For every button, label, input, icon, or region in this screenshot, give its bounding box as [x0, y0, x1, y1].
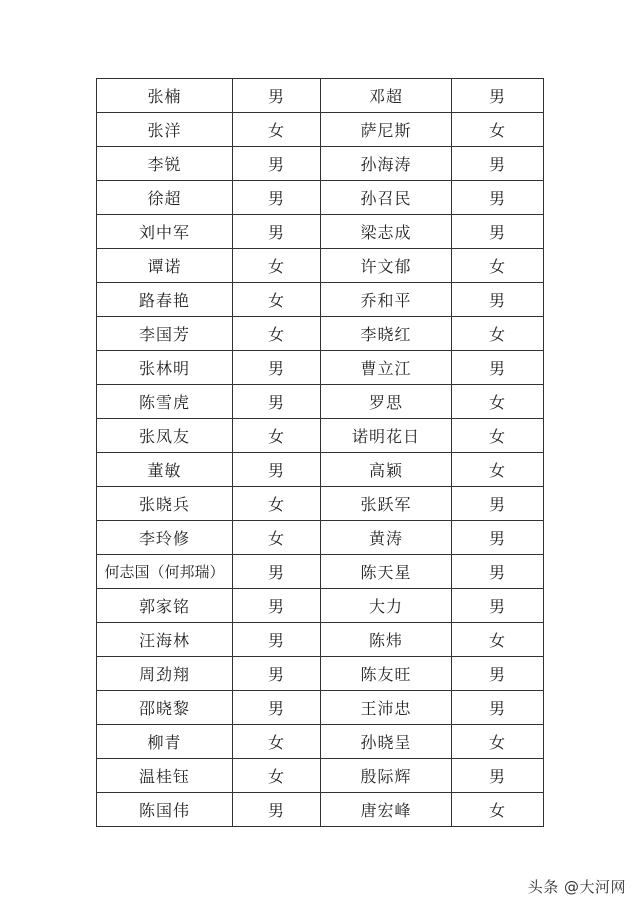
roster-table-body — [97, 79, 544, 827]
name-cell: 高颖 — [321, 453, 452, 487]
gender-cell: 男 — [452, 147, 544, 181]
gender-cell: 男 — [452, 555, 544, 589]
table-row — [97, 249, 544, 283]
gender-cell: 男 — [233, 351, 321, 385]
table-row — [97, 113, 544, 147]
name-cell: 大力 — [321, 589, 452, 623]
gender-cell: 男 — [452, 487, 544, 521]
name-cell: 何志国（何邦瑞） — [97, 555, 233, 589]
gender-cell: 女 — [233, 725, 321, 759]
gender-cell: 男 — [452, 181, 544, 215]
table-row — [97, 147, 544, 181]
name-cell: 邓超 — [321, 79, 452, 113]
name-cell: 董敏 — [97, 453, 233, 487]
gender-cell: 男 — [233, 691, 321, 725]
table-row — [97, 521, 544, 555]
name-cell: 曹立江 — [321, 351, 452, 385]
table-row — [97, 181, 544, 215]
name-cell: 温桂钰 — [97, 759, 233, 793]
gender-cell: 男 — [233, 555, 321, 589]
gender-cell: 女 — [233, 249, 321, 283]
gender-cell: 女 — [452, 385, 544, 419]
name-cell: 殷际辉 — [321, 759, 452, 793]
table-row — [97, 691, 544, 725]
name-cell: 李晓红 — [321, 317, 452, 351]
name-cell: 张凤友 — [97, 419, 233, 453]
name-cell: 郭家铭 — [97, 589, 233, 623]
gender-cell: 男 — [452, 79, 544, 113]
name-cell: 刘中军 — [97, 215, 233, 249]
name-cell: 唐宏峰 — [321, 793, 452, 827]
table-row — [97, 215, 544, 249]
name-cell: 谭诺 — [97, 249, 233, 283]
gender-cell: 男 — [233, 215, 321, 249]
name-cell: 李玲修 — [97, 521, 233, 555]
gender-cell: 男 — [233, 623, 321, 657]
name-cell: 路春艳 — [97, 283, 233, 317]
table-row — [97, 589, 544, 623]
table-row — [97, 725, 544, 759]
name-cell: 孙晓呈 — [321, 725, 452, 759]
table-row — [97, 385, 544, 419]
name-cell: 陈国伟 — [97, 793, 233, 827]
table-row — [97, 487, 544, 521]
gender-cell: 女 — [452, 113, 544, 147]
name-cell: 萨尼斯 — [321, 113, 452, 147]
table-row — [97, 657, 544, 691]
gender-cell: 男 — [233, 793, 321, 827]
table-row — [97, 419, 544, 453]
name-cell: 张晓兵 — [97, 487, 233, 521]
table-row — [97, 793, 544, 827]
table-row — [97, 351, 544, 385]
name-cell: 李锐 — [97, 147, 233, 181]
gender-cell: 男 — [233, 79, 321, 113]
name-cell: 陈雪虎 — [97, 385, 233, 419]
table-row — [97, 623, 544, 657]
name-cell: 陈友旺 — [321, 657, 452, 691]
name-cell: 许文郁 — [321, 249, 452, 283]
gender-cell: 男 — [452, 521, 544, 555]
gender-cell: 女 — [452, 317, 544, 351]
name-cell: 罗思 — [321, 385, 452, 419]
gender-cell: 男 — [233, 589, 321, 623]
name-cell: 乔和平 — [321, 283, 452, 317]
name-cell: 孙海涛 — [321, 147, 452, 181]
roster-table — [96, 78, 544, 827]
name-cell: 邵晓黎 — [97, 691, 233, 725]
gender-cell: 女 — [233, 113, 321, 147]
table-row — [97, 317, 544, 351]
gender-cell: 男 — [452, 657, 544, 691]
gender-cell: 女 — [452, 419, 544, 453]
gender-cell: 女 — [233, 759, 321, 793]
gender-cell: 女 — [452, 793, 544, 827]
gender-cell: 女 — [233, 487, 321, 521]
name-cell: 汪海林 — [97, 623, 233, 657]
gender-cell: 男 — [452, 215, 544, 249]
table-row — [97, 283, 544, 317]
name-cell: 孙召民 — [321, 181, 452, 215]
gender-cell: 女 — [233, 521, 321, 555]
name-cell: 王沛忠 — [321, 691, 452, 725]
gender-cell: 男 — [452, 759, 544, 793]
name-cell: 张洋 — [97, 113, 233, 147]
gender-cell: 男 — [452, 351, 544, 385]
name-cell: 柳青 — [97, 725, 233, 759]
name-cell: 周劲翔 — [97, 657, 233, 691]
name-cell: 陈天星 — [321, 555, 452, 589]
table-row — [97, 453, 544, 487]
name-cell: 梁志成 — [321, 215, 452, 249]
gender-cell: 女 — [452, 249, 544, 283]
name-cell: 诺明花日 — [321, 419, 452, 453]
gender-cell: 女 — [452, 623, 544, 657]
gender-cell: 男 — [233, 181, 321, 215]
name-cell: 张楠 — [97, 79, 233, 113]
gender-cell: 男 — [452, 283, 544, 317]
gender-cell: 女 — [452, 453, 544, 487]
name-cell: 张跃军 — [321, 487, 452, 521]
name-cell: 陈炜 — [321, 623, 452, 657]
gender-cell: 男 — [233, 147, 321, 181]
source-watermark: 头条 @大河网 — [527, 878, 626, 896]
table-row — [97, 759, 544, 793]
name-cell: 徐超 — [97, 181, 233, 215]
gender-cell: 男 — [452, 691, 544, 725]
gender-cell: 女 — [233, 419, 321, 453]
gender-cell: 男 — [233, 385, 321, 419]
table-row — [97, 79, 544, 113]
gender-cell: 女 — [233, 317, 321, 351]
gender-cell: 女 — [452, 725, 544, 759]
gender-cell: 女 — [233, 283, 321, 317]
gender-cell: 男 — [233, 657, 321, 691]
name-cell: 黄涛 — [321, 521, 452, 555]
gender-cell: 男 — [233, 453, 321, 487]
table-row — [97, 555, 544, 589]
name-cell: 李国芳 — [97, 317, 233, 351]
name-cell: 张林明 — [97, 351, 233, 385]
gender-cell: 男 — [452, 589, 544, 623]
